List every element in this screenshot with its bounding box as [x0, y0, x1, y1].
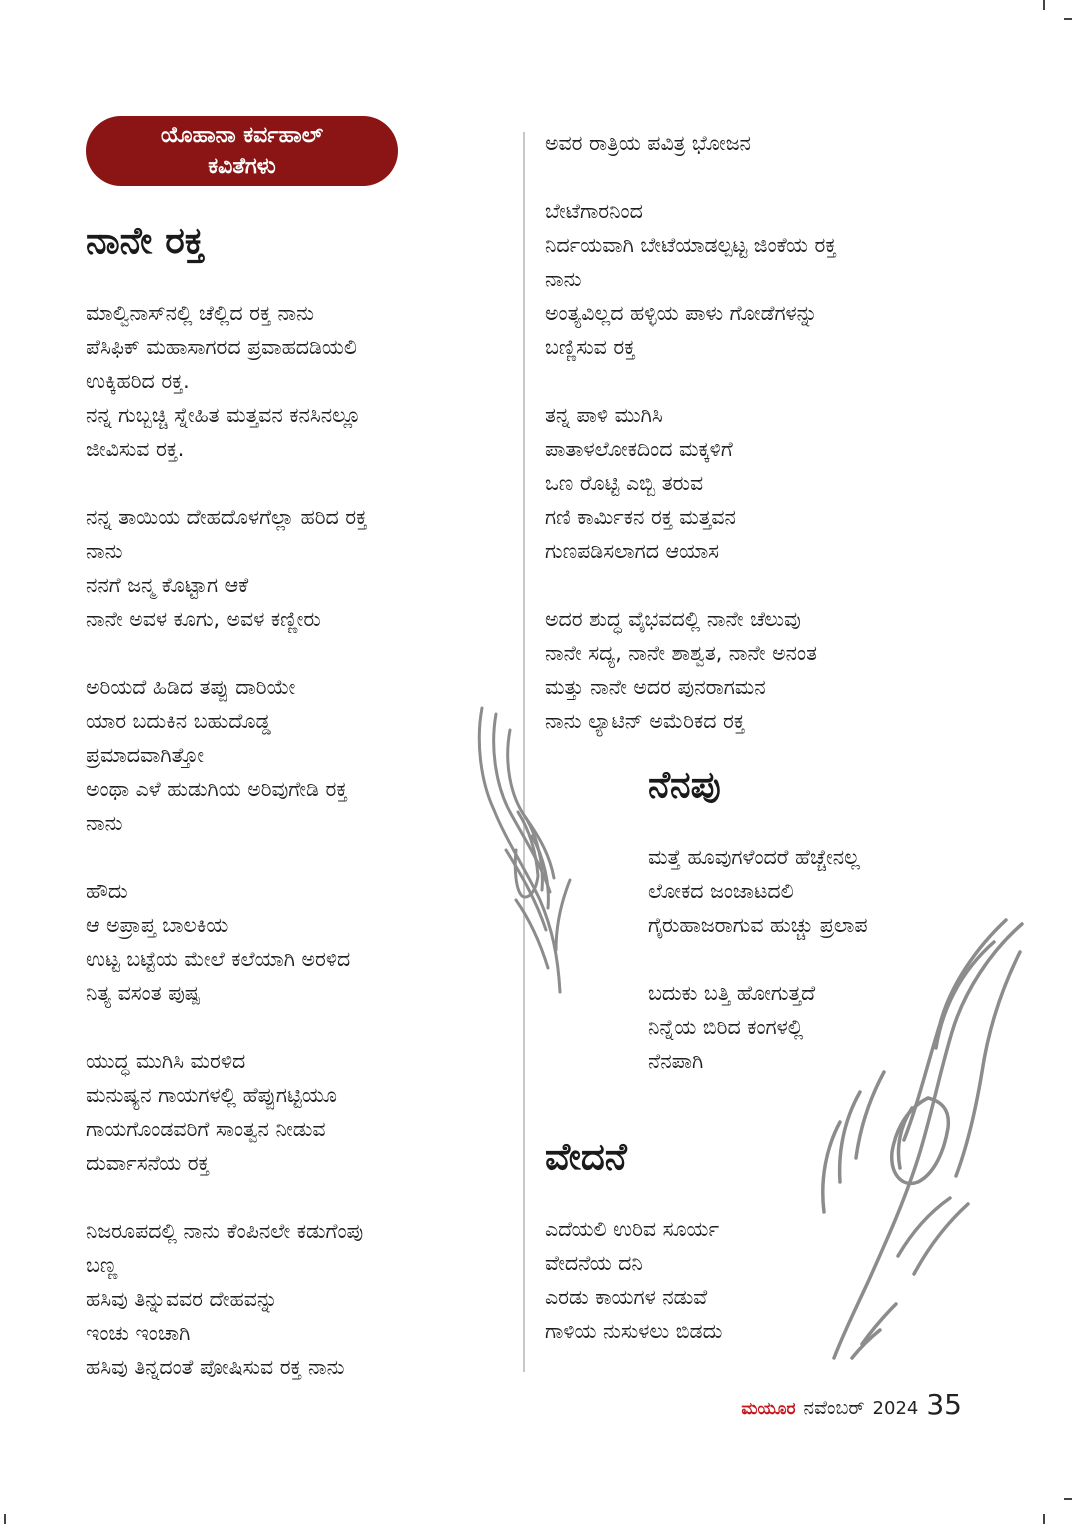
poem-line: ಅಂತ್ಯವಿಲ್ಲದ ಹಳ್ಳಿಯ ಪಾಳು ಗೋಡೆಗಳನ್ನು [545, 301, 818, 325]
stanza [86, 670, 347, 840]
feather-illustration-left [466, 700, 586, 1000]
poem-line: ಗುಣಪಡಿಸಲಾಗದ ಆಯಾಸ [545, 539, 720, 563]
poem-line: ನಿರ್ದಯವಾಗಿ ಬೇಟೆಯಾಡಲ್ಪಟ್ಟ ಜಿಂಕೆಯ ರಕ್ತ [545, 233, 837, 257]
poem-line: ಹಸಿವು ತಿನ್ನದಂತೆ ಪೋಷಿಸುವ ರಕ್ತ ನಾನು [86, 1355, 345, 1379]
poem-line: ಉಟ್ಟ ಬಟ್ಟೆಯ ಮೇಲೆ ಕಲೆಯಾಗಿ ಅರಳಿದ [86, 947, 351, 971]
page-number: 35 [926, 1388, 962, 1421]
poem-line: ನಾನು [86, 811, 123, 835]
poem-line: ಜೀವಿಸುವ ರಕ್ತ. [86, 437, 185, 461]
poem-line: ಗೈರುಹಾಜರಾಗುವ ಹುಚ್ಚು ಪ್ರಲಾಪ [648, 913, 868, 937]
poem-line: ಗಾಳಿಯ ನುಸುಳಲು ಬಿಡದು [545, 1319, 723, 1343]
stanza [545, 126, 751, 160]
magazine-logo: ಮಯೂರ [741, 1399, 796, 1419]
stanza [545, 398, 736, 568]
poem-line: ನಾನು [86, 539, 123, 563]
poem-line: ನನ್ನ ತಾಯಿಯ ದೇಹದೊಳಗೆಲ್ಲಾ ಹರಿದ ರಕ್ತ [86, 505, 368, 529]
poem-title-naane-rakta: ನಾನೇ ರಕ್ತ [86, 219, 205, 262]
poem-line: ಎರಡು ಕಾಯಗಳ ನಡುವೆ [545, 1285, 708, 1309]
poem-line: ಇಂಚು ಇಂಚಾಗಿ [86, 1321, 191, 1345]
poem-line: ಅರಿಯದೆ ಹಿಡಿದ ತಪ್ಪು ದಾರಿಯೇ [86, 675, 296, 699]
stanza [545, 194, 836, 364]
stanza [86, 500, 367, 636]
page-footer [741, 1388, 962, 1421]
poem-line: ದುರ್ವಾಸನೆಯ ರಕ್ತ [86, 1151, 210, 1175]
stanza [86, 1214, 363, 1384]
poem-line: ಬಣ್ಣ [86, 1253, 118, 1277]
poem-title-vedane: ವೇದನೆ [545, 1135, 627, 1178]
poem-line: ವೇದನೆಯ ದನಿ [545, 1251, 643, 1275]
poem-line: ಮನುಷ್ಯನ ಗಾಯಗಳಲ್ಲಿ ಹೆಪ್ಪುಗಟ್ಟಿಯೂ [86, 1083, 337, 1107]
crop-mark [1064, 1498, 1072, 1500]
series-subtitle: ಕವಿತೆಗಳು [208, 154, 276, 179]
poem-line: ಒಣ ರೊಟ್ಟಿ ಎಬ್ಬಿ ತರುವ [545, 471, 704, 495]
series-author: ಯೊಹಾನಾ ಕರ್ವಹಾಲ್ [160, 123, 324, 148]
poem-line: ಪ್ರಮಾದವಾಗಿತ್ತೋ [86, 743, 205, 767]
poem-line: ಯುದ್ಧ ಮುಗಿಸಿ ಮರಳಿದ [86, 1049, 246, 1073]
poem-line: ಬದುಕು ಬತ್ತಿ ಹೋಗುತ್ತದೆ [648, 981, 816, 1005]
poem-line: ಪೆಸಿಫಿಕ್ ಮಹಾಸಾಗರದ ಪ್ರವಾಹದಡಿಯಲಿ [86, 335, 357, 359]
poem-line: ಪಾತಾಳಲೋಕದಿಂದ ಮಕ್ಕಳಿಗೆ [545, 437, 733, 461]
stanza [86, 296, 361, 466]
stanza [86, 874, 350, 1010]
poem-line: ಮಾಲ್ವಿನಾಸ್‌ನಲ್ಲಿ ಚೆಲ್ಲಿದ ರಕ್ತ ನಾನು [86, 301, 314, 325]
poem-line: ನಾನೇ ಸದ್ಯ, ನಾನೇ ಶಾಶ್ವತ, ನಾನೇ ಅನಂತ [545, 641, 817, 665]
crop-mark [1043, 1514, 1045, 1524]
poem-line: ಮತ್ತೆ ಹೂವುಗಳೆಂದರೆ ಹೆಚ್ಚೇನಲ್ಲ [648, 845, 860, 869]
poem-line: ನೆನಪಾಗಿ [648, 1049, 704, 1073]
poem-line: ಮತ್ತು ನಾನೇ ಅದರ ಪುನರಾಗಮನ [545, 675, 766, 699]
poem-line: ಬೇಟೆಗಾರನಿಂದ [545, 199, 643, 223]
poem-title-nenapu: ನೆನಪು [648, 763, 721, 806]
poem-line: ಬಣ್ಣಿಸುವ ರಕ್ತ [545, 335, 636, 359]
feather-illustration-right [800, 912, 1040, 1372]
poem-line: ಹೌದು [86, 879, 128, 903]
poem-line: ಅವರ ರಾತ್ರಿಯ ಪವಿತ್ರ ಭೋಜನ [545, 131, 751, 155]
poem-line: ಗಣಿ ಕಾರ್ಮಿಕನ ರಕ್ತ ಮತ್ತವನ [545, 505, 736, 529]
poem-line: ಆ ಅಪ್ರಾಪ್ತ ಬಾಲಕಿಯ [86, 913, 229, 937]
crop-mark [1064, 18, 1072, 20]
poem-line: ನಾನೇ ಅವಳ ಕೂಗು, ಅವಳ ಕಣ್ಣೀರು [86, 607, 321, 631]
poem-line: ಅಂಥಾ ಎಳೆ ಹುಡುಗಿಯ ಅರಿವುಗೇಡಿ ರಕ್ತ [86, 777, 348, 801]
poem-line: ನನಗೆ ಜನ್ಮ ಕೊಟ್ಟಾಗ ಆಕೆ [86, 573, 249, 597]
poem-line: ನಾನು [545, 267, 582, 291]
issue-year: 2024 [872, 1398, 919, 1419]
poem-line: ಯಾರ ಬದುಕಿನ ಬಹುದೊಡ್ಡ [86, 709, 271, 733]
poem-line: ಲೋಕದ ಜಂಜಾಟದಲಿ [648, 879, 794, 903]
poem-line: ಗಾಯಗೊಂಡವರಿಗೆ ಸಾಂತ್ವನ ನೀಡುವ [86, 1117, 326, 1141]
poem-line: ಎದೆಯಲಿ ಉರಿವ ಸೂರ್ಯ [545, 1217, 720, 1241]
crop-mark [4, 1514, 6, 1524]
poem-line: ಹಸಿವು ತಿನ್ನುವವರ ದೇಹವನ್ನು [86, 1287, 278, 1311]
issue-month: ನವೆಂಬರ್ [803, 1397, 865, 1419]
poem-line: ಉಕ್ಕಿಹರಿದ ರಕ್ತ. [86, 369, 190, 393]
poem-line: ನಿಜರೂಪದಲ್ಲಿ ನಾನು ಕೆಂಪಿನಲೇ ಕಡುಗೆಂಪು [86, 1219, 364, 1243]
poem-line: ನನ್ನ ಗುಬ್ಬಚ್ಚಿ ಸ್ನೇಹಿತ ಮತ್ತವನ ಕನಸಿನಲ್ಲೂ [86, 403, 361, 427]
poem-line: ಅದರ ಶುದ್ಧ ವೈಭವದಲ್ಲಿ ನಾನೇ ಚೆಲುವು [545, 607, 801, 631]
series-banner [86, 116, 398, 186]
poem-line: ನಿನ್ನೆಯ ಬಿರಿದ ಕಂಗಳಲ್ಲಿ [648, 1015, 804, 1039]
crop-mark [1043, 0, 1045, 10]
stanza [648, 976, 815, 1078]
stanza [86, 1044, 337, 1180]
poem-line: ನಾನು ಲ್ಯಾಟಿನ್ ಅಮೆರಿಕದ ರಕ್ತ [545, 709, 745, 733]
poem-line: ತನ್ನ ಪಾಳಿ ಮುಗಿಸಿ [545, 403, 663, 427]
poem-line: ನಿತ್ಯ ವಸಂತ ಪುಷ್ಪ [86, 981, 201, 1005]
stanza [545, 1212, 722, 1348]
